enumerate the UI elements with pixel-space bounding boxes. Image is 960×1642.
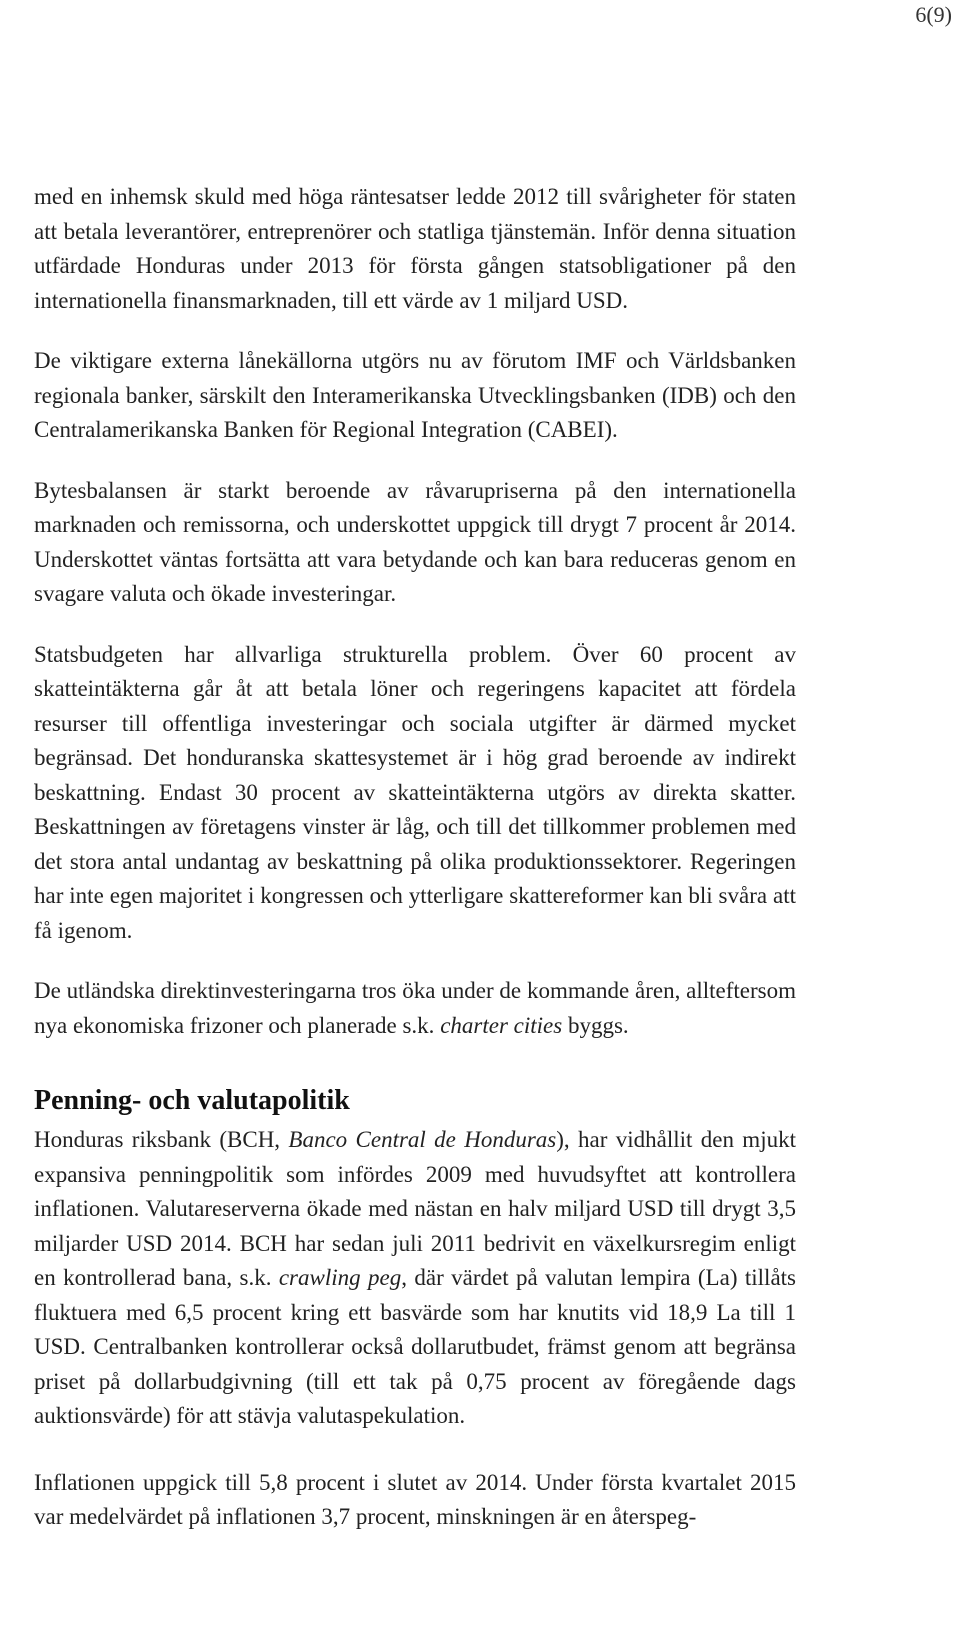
document-body: [34, 180, 796, 1535]
section-heading: Penning- och valutapolitik: [34, 1085, 350, 1116]
paragraph-fdi-text-a: De utländska direktinvesteringarna tros öka under de kommande åren, allteftersom nya ekonomiska frizoner och planerade s.k.: [34, 978, 796, 1038]
paragraph-fdi-text-b: byggs.: [562, 1012, 629, 1038]
monetary-emphasis-peg: crawling peg: [278, 1265, 402, 1290]
paragraph-inflation: Inflationen uppgick till 5,8 procent i slutet av 2014. Under första kvartalet 2015 var medelvärdet på inflationen 3,7 procent, minskningen är en återspeg-: [34, 1469, 796, 1529]
monetary-text-b: ), har vidhållit den mjukt expansiva penningpolitik som infördes 2009 med huvudsyftet att kontrollera inflationen. Valutareserverna ökade med nästan en halv miljard USD till drygt 3,5 miljarder USD 2014. BCH har sedan juli 2011 bedrivit en växelkursregim enligt en kontrollerad bana, s.k.: [34, 1127, 796, 1290]
monetary-text-c: , där värdet på valutan lempira (La) tillåts fluktuera med 6,5 procent kring ett basvärde som har knutits vid 18,9 La till 1 USD. Centralbanken kontrollerar också dollarutbudet, främst genom att begränsa priset på dollarbudgivning (till ett tak på 0,75 procent av föregående dags auktionsvärde) för att stävja valutaspekulation.: [34, 1265, 796, 1428]
paragraph-lenders: De viktigare externa lånekällorna utgörs nu av förutom IMF och Världsbanken regionala banker, särskilt den Interamerikanska Utvecklingsbanken (IDB) och den Centralamerikanska Banken för Regional Integration (CABEI).: [34, 348, 796, 442]
paragraph-current-account: Bytesbalansen är starkt beroende av råvarupriserna på den internationella marknaden och remissorna, och underskottet uppgick till drygt 7 procent år 2014. Underskottet väntas fortsätta att vara betydande och kan bara reduceras genom en svagare valuta och ökade investeringar.: [34, 477, 796, 606]
paragraph-fdi: [34, 974, 796, 1043]
paragraph-debt: med en inhemsk skuld med höga räntesatser ledde 2012 till svårigheter för staten att betala leverantörer, entreprenörer och statliga tjänstemän. Inför denna situation utfärdade Honduras under 2013 för första gången statsobligationer på den internationella finansmarknaden, till ett värde av 1 miljard USD.: [34, 184, 796, 313]
paragraph-monetary-policy: [34, 1123, 796, 1434]
monetary-emphasis-bank: Banco Central de Honduras: [288, 1127, 557, 1152]
paragraph-fdi-emphasis: charter cities: [440, 1012, 563, 1038]
monetary-text-a: Honduras riksbank (BCH,: [34, 1127, 289, 1152]
page-number: 6(9): [915, 2, 952, 27]
paragraph-state-budget: Statsbudgeten har allvarliga strukturella problem. Över 60 procent av skatteintäkterna går åt att betala löner och regeringens kapacitet att fördela resurser till offentliga investeringar och sociala utgifter är därmed mycket begränsad. Det honduranska skattesystemet är i hög grad beroende av indirekt beskattning. Endast 30 procent av skatteintäkterna utgörs av direkta skatter. Beskattningen av företagens vinster är låg, och till det tillkommer problemen med det stora antal undantag av beskattning på olika produktionssektorer. Regeringen har inte egen majoritet i kongressen och ytterligare skattereformer kan bli svåra att få igenom.: [34, 641, 796, 943]
